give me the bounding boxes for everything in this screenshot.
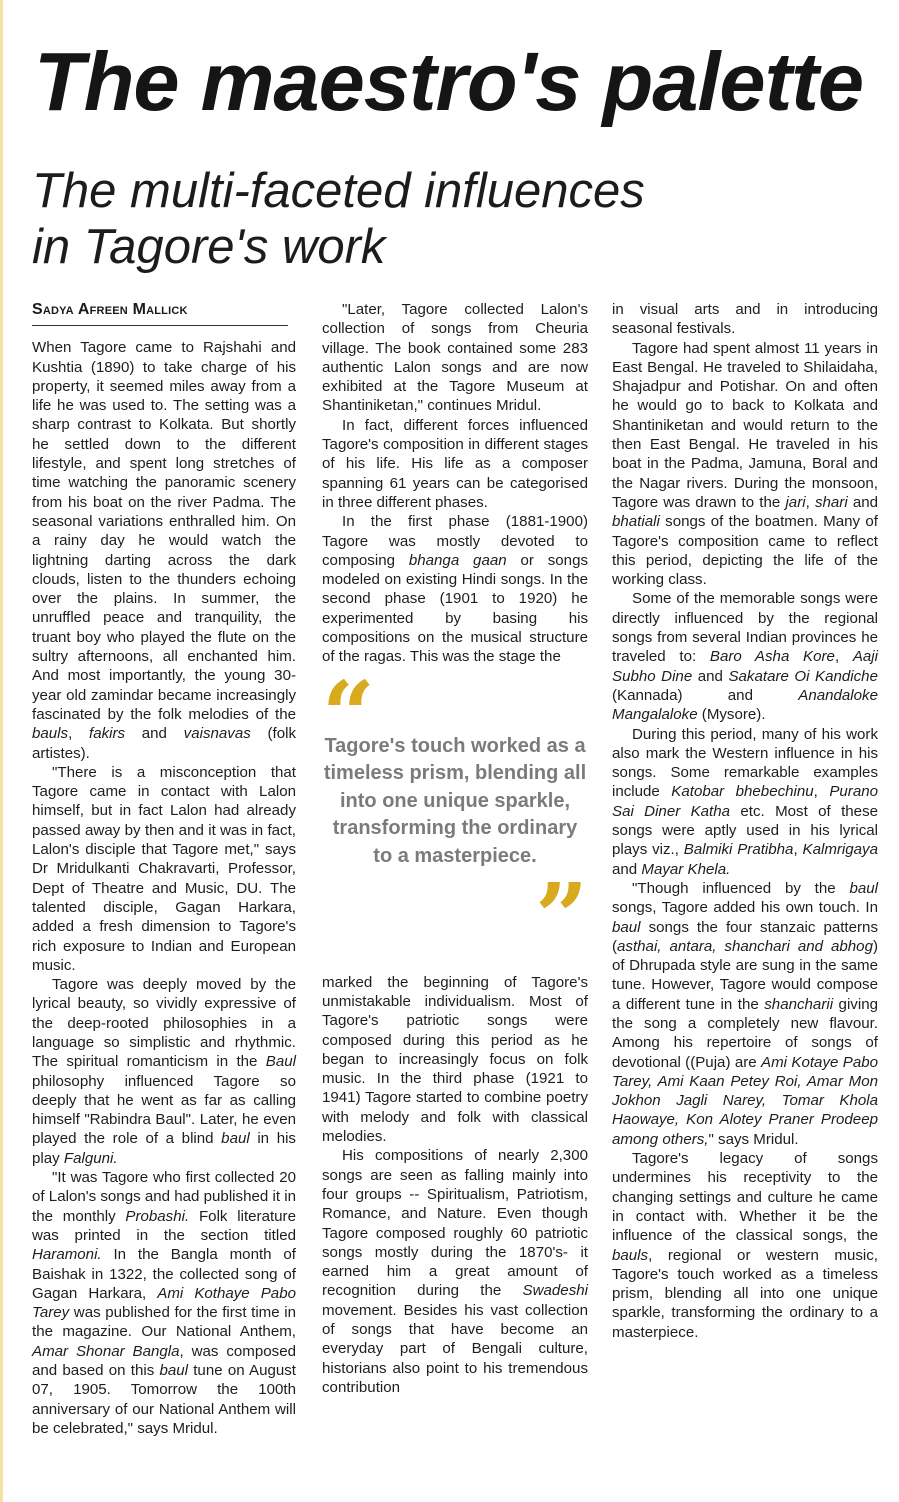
- paragraph-2: "There is a misconception that Tagore came in contact with Lalon himself, but in fact Lalon had already passed away by then and it was in fact, Lalon's disciple that Tagore met," says Dr Mridulkanti Chakravarti, Professor, Dept of Theatre and Music, DU. The talented disciple, Gagan Harkara, added a fresh dimension to Tagore's rich exposure to Indian and European music.: [32, 763, 296, 974]
- article-column-2: [322, 300, 588, 1397]
- byline: [32, 300, 296, 319]
- paragraph-13: Tagore's legacy of songs undermines his receptivity to the changing settings and culture he came in contact with. Whether it be the influence of the classical songs, the bauls, regional or western music, Tagore's touch worked as a timeless prism, blending all into one unique sparkle, transforming the ordinary to a masterpiece.: [612, 1150, 878, 1341]
- paragraph-10: Some of the memorable songs were directly influenced by the regional songs from several Indian provinces he traveled to: Baro Asha Kore, Aaji Subho Dine and Sakatare Oi Kandiche (Kannada) and Anandaloke Mangalaloke (Mysore).: [612, 590, 879, 724]
- paragraph-5: "Later, Tagore collected Lalon's collection of songs from Cheuria village. The book contained some 283 authentic Lalon songs and are now exhibited at the Tagore Museum at Shantiniketan," continues Mridul.: [322, 301, 588, 415]
- paragraph-9: Tagore had spent almost 11 years in East Bengal. He traveled to Shilaidaha, Shajadpur and Potishar. On and often he would go to back to Kolkata and Shantiniketan and would return to the then East Bengal. He traveled in his boat in the Padma, Jamuna, Boral and the Nagar rivers. During the monsoon, Tagore was drawn to the jari, shari and bhatiali songs of the boatmen. Many of Tagore's composition came to reflect this period, depicting the life of the working class.: [612, 339, 879, 589]
- paragraph-1: When Tagore came to Rajshahi and Kushtia (1890) to take charge of his property, it seemed miles away from a life he was used to. The setting was a sharp contrast to Kolkata. But shortly he settled down to the different lifestyle, and spent long stretches of time watching the panoramic scenery from his boat on the river Padma. The seasonal variations enthralled him. On a rainy day he would watch the lightning darting across the dark clouds, listen to the thunders echoing over the plains. In summer, the unruffled peace and tranquility, the truant boy who played the flute on the sultry afternoons, all enchanted him. And most importantly, the young 30-year old zamindar became increasingly fascinated by the folk melodies of the bauls, fakirs and vaisnavas (folk artistes).: [32, 339, 296, 762]
- article-column-3: [612, 300, 878, 1342]
- paragraph-4: "It was Tagore who first collected 20 of Lalon's songs and had published it in the monthly Probashi. Folk literature was printed in the section titled Haramoni. In the Bangla month of Baishak in 1322, the collected song of Gagan Harkara, Ami Kothaye Pabo Tarey was published for the first time in the magazine. Our National Anthem, Amar Shonar Bangla, was composed and based on this baul tune on August 07, 1905. Tomorrow the 100th anniversary of our National Anthem will be celebrated," says Mridul.: [32, 1169, 297, 1437]
- pull-quote-text: Tagore's touch worked as a timeless prism, blending all into one unique sparkle, transforming the ordinary to a masterpiece.: [323, 734, 587, 867]
- paragraph-6: In fact, different forces influenced Tagore's composition in different stages of his life. His life as a composer spanning 61 years can be categorised in three different phases.: [322, 416, 588, 511]
- subhead-line-2: in Tagore's work: [32, 220, 386, 274]
- paragraph-8-continued: in visual arts and in introducing seasonal festivals.: [612, 301, 878, 338]
- paragraph-7-continued: marked the beginning of Tagore's unmistakable individualism. Most of Tagore's patriotic songs were composed during this period as he began to increasingly focus on folk music. In the third phase (1921 to 1941) Tagore started to combine poetry with melody and folk with classical melodies.: [322, 973, 588, 1146]
- byline-rule: [32, 325, 288, 326]
- paragraph-11: During this period, many of his work also mark the Western influence in his songs. Some remarkable examples include Katobar bhebechinu, Purano Sai Diner Katha etc. Most of these songs were aptly used in his lyrical plays viz., Balmiki Pratibha, Kalmrigaya and Mayar Khela.: [612, 725, 879, 878]
- article-column-1: [32, 300, 296, 1438]
- open-quote-icon: “: [322, 660, 375, 769]
- close-quote-icon: ”: [535, 862, 588, 971]
- paragraph-7: In the first phase (1881-1900) Tagore was mostly devoted to composing bhanga gaan or songs modeled on existing Hindi songs. In the second phase (1901 to 1920) he experimented by basing his compositions on the musical structure of the ragas. This was the stage the: [322, 513, 589, 666]
- paragraph-12: "Though influenced by the baul songs, Tagore added his own touch. In baul songs the four stanzaic patterns (asthai, antara, shanchari and abhog) of Dhrupada style are sung in the same tune. However, Tagore would compose a different tune in the shancharii giving the song a completely new flavour. Among his repertoire of songs of devotional ((Puja) are Ami Kotaye Pabo Tarey, Ami Kaan Petey Roi, Amar Mon Jokhon Jagli Narey, Tomar Khola Haowaye, Kon Alotey Praner Prodeep among others," says Mridul.: [612, 879, 879, 1148]
- page-edge-rule: [0, 0, 3, 1502]
- subheadline: [32, 163, 792, 275]
- headline: The maestro's palette: [34, 35, 864, 128]
- paragraph-3: Tagore was deeply moved by the lyrical beauty, so vividly expressive of the deep-rooted philosophies in a language so simplistic and rhythmic. The spiritual romanticism in the Baul philosophy influenced Tagore so deeply that he went as far as calling himself "Rabindra Baul". Later, he even played the role of a blind baul in his play Falguni.: [32, 976, 296, 1167]
- byline-text: Sadya Afreen Mallick: [32, 301, 188, 318]
- subhead-line-1: The multi-faceted influences: [32, 164, 645, 218]
- pull-quote: [322, 660, 588, 973]
- paragraph-8: His compositions of nearly 2,300 songs are seen as falling mainly into four groups -- Spiritualism, Patriotism, Romance, and Nature. Even though Tagore composed roughly 60 patriotic songs mostly during the 1870's- it earned him a great amount of recognition during the Swadeshi movement. Besides his vast collection of songs that have become an everyday part of Bengali culture, historians also point to his tremendous contribution: [322, 1147, 588, 1396]
